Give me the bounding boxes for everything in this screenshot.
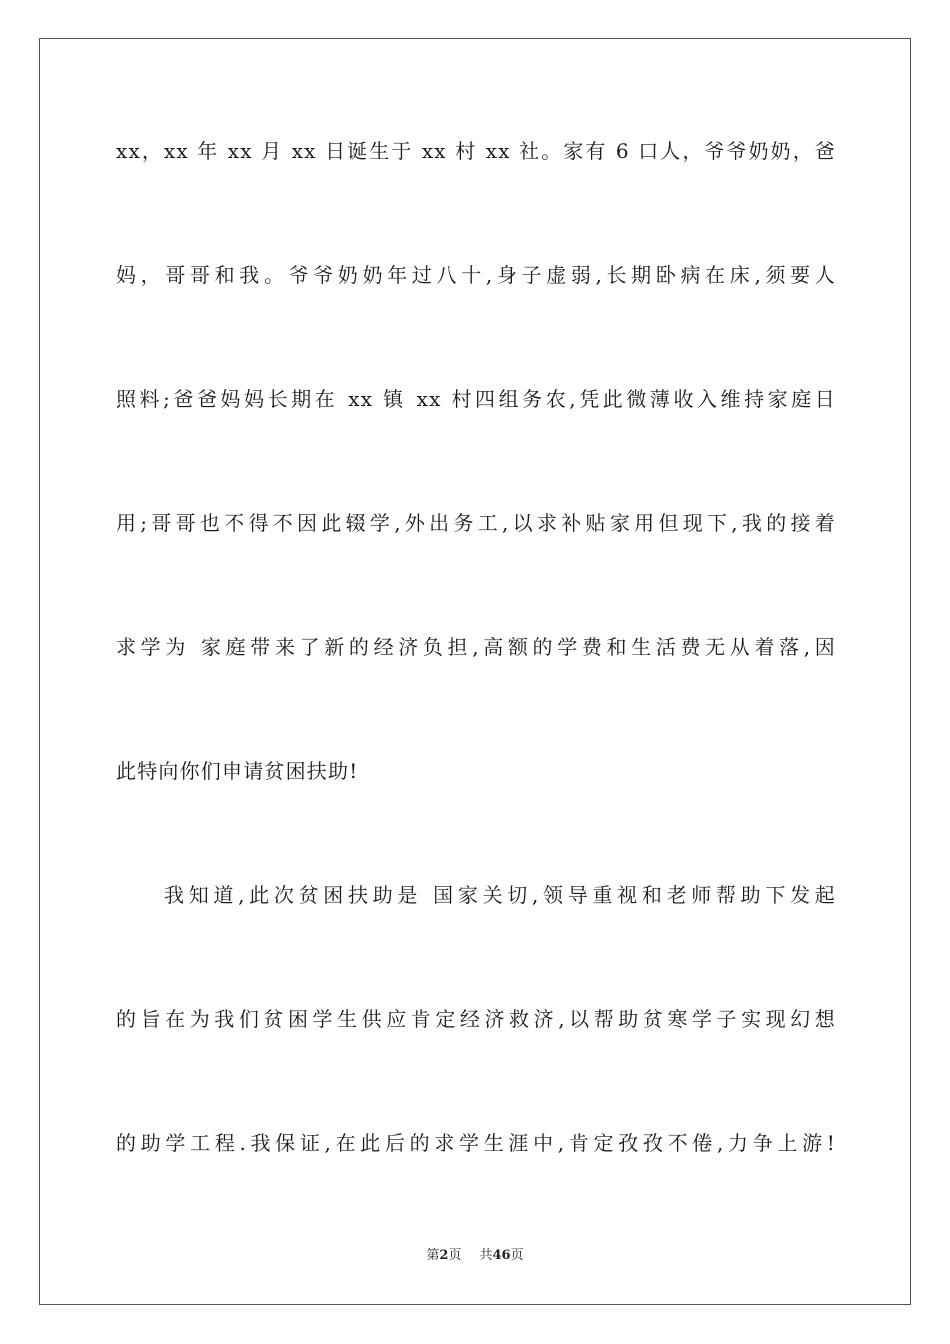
page-prefix: 第 (426, 1248, 440, 1263)
total-pages: 46 (492, 1248, 511, 1263)
total-prefix: 共 (479, 1248, 493, 1263)
page-suffix: 页 (448, 1248, 462, 1263)
body-line-8: 的旨在为我们贫困学生供应肯定经济救济,以帮助贫寒学子实现幻想 (116, 1007, 836, 1031)
body-line-4: 用;哥哥也不得不因此辍学,外出务工,以求补贴家用但现下,我的接着 (116, 511, 836, 535)
body-line-6: 此特向你们申请贫困扶助! (116, 759, 359, 783)
total-suffix: 页 (510, 1248, 524, 1263)
page-border (39, 38, 911, 1305)
body-line-1: xx，xx 年 xx 月 xx 日诞生于 xx 村 xx 社。家有 6 口人，爷爷奶奶，爸 (116, 139, 836, 163)
body-line-3: 照料;爸爸妈妈长期在 xx 镇 xx 村四组务农,凭此微薄收入维持家庭日 (116, 387, 836, 411)
page-number: 2 (439, 1248, 449, 1263)
body-line-5: 求学为 家庭带来了新的经济负担,高额的学费和生活费无从着落,因 (116, 635, 836, 659)
body-line-9: 的助学工程.我保证,在此后的求学生涯中,肯定孜孜不倦,力争上游! (116, 1131, 836, 1155)
page-footer (0, 1247, 950, 1265)
body-line-7: 我知道,此次贫困扶助是 国家关切,领导重视和老师帮助下发起 (164, 883, 836, 907)
body-line-2: 妈，哥哥和我。爷爷奶奶年过八十,身子虚弱,长期卧病在床,须要人 (116, 263, 836, 287)
